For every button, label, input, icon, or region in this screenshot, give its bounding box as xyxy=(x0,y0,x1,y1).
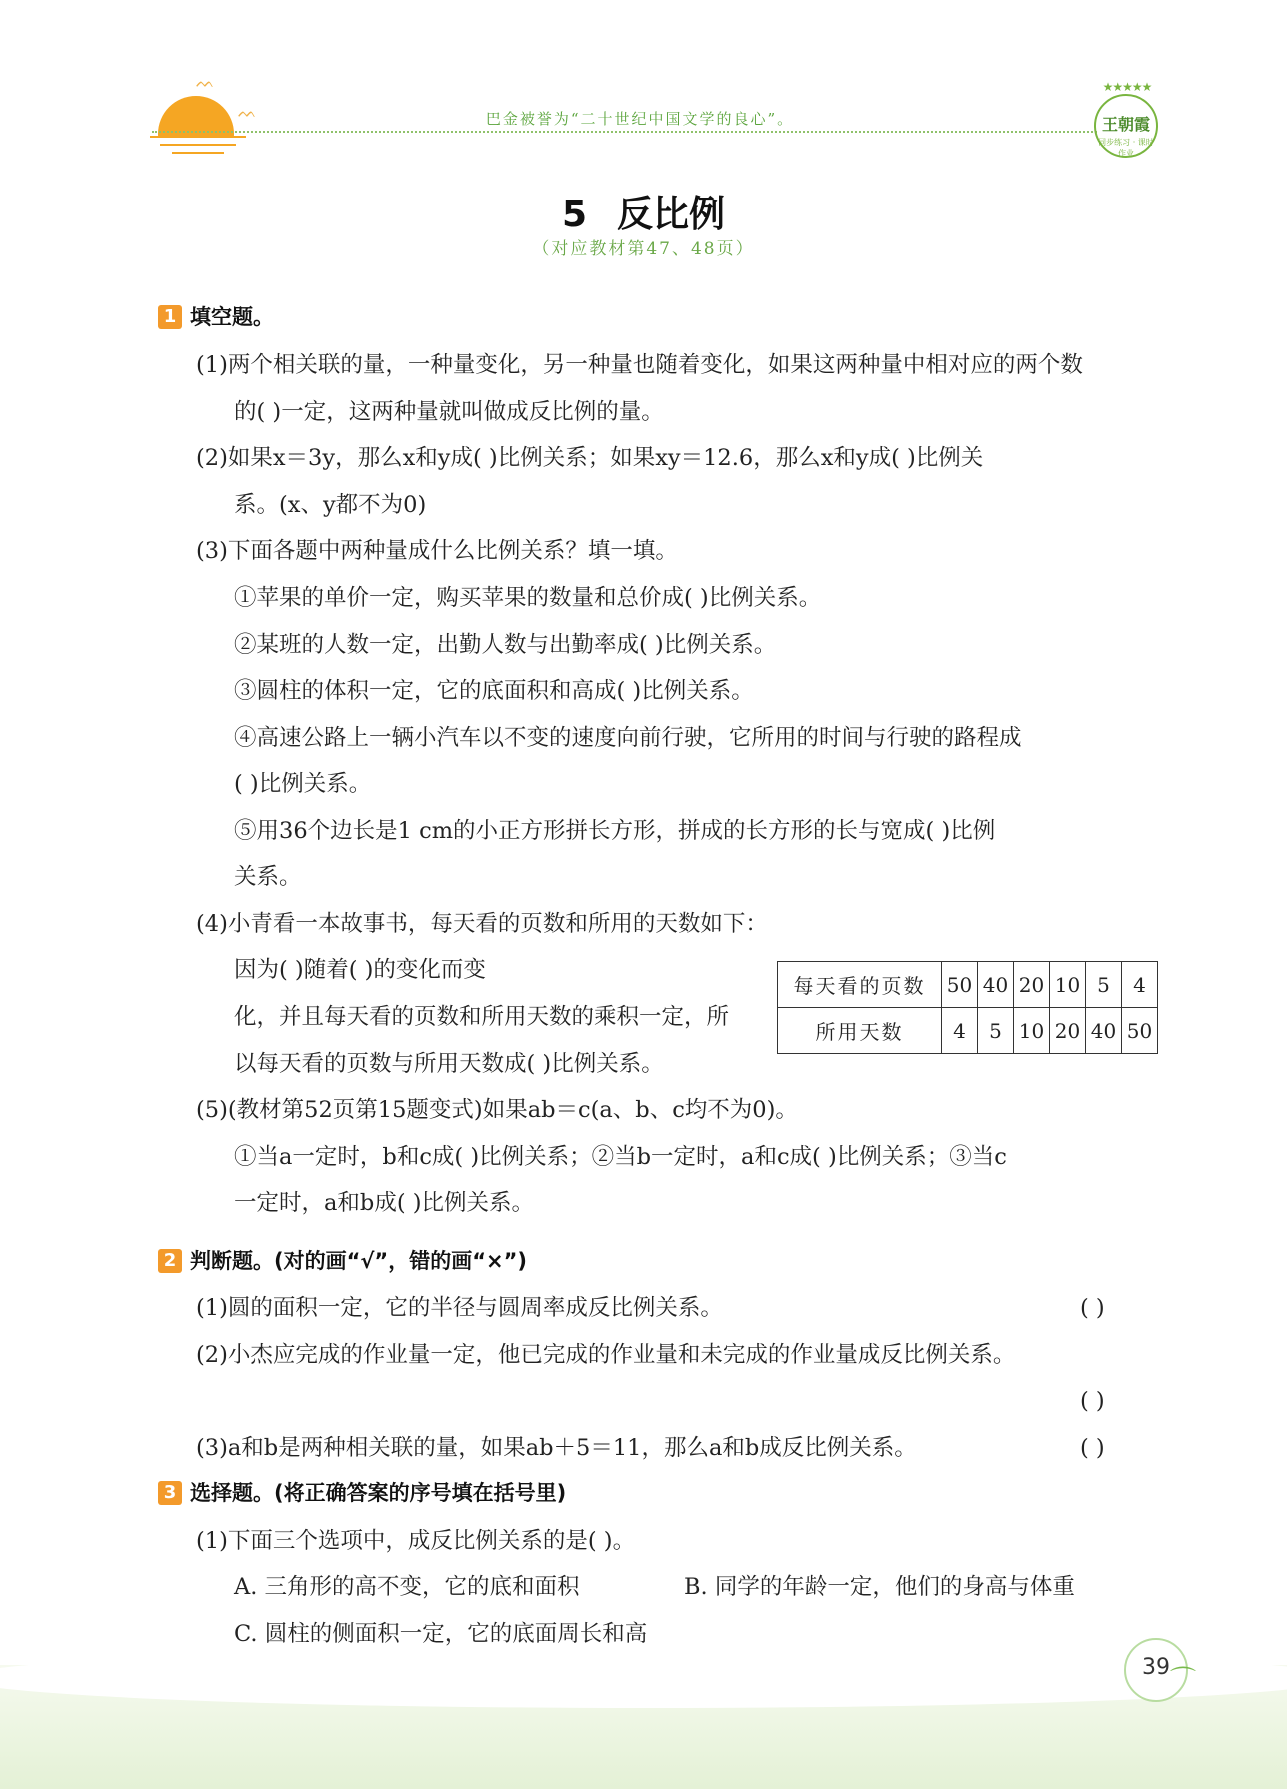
table-row xyxy=(778,962,1158,1008)
question-line: 以每天看的页数与所用天数成( )比例关系。 xyxy=(234,1051,664,1077)
question-line: (5)(教材第52页第15题变式)如果ab＝c(a、b、c均不为0)。 xyxy=(196,1097,798,1123)
section-title: 选择题。(将正确答案的序号填在括号里) xyxy=(190,1481,567,1505)
table-row-header: 所用天数 xyxy=(778,1008,942,1054)
section-title: 填空题。 xyxy=(190,305,274,329)
question-line: (2)如果x＝3y，那么x和y成( )比例关系；如果xy＝12.6，那么x和y成( )比例关 xyxy=(196,445,984,471)
brand-badge xyxy=(1090,80,1164,164)
table-cell: 5 xyxy=(978,1008,1014,1054)
section-number-badge: 2 xyxy=(158,1249,182,1273)
lesson-title: 反比例 xyxy=(617,194,726,235)
question-line: 系。(x、y都不为0) xyxy=(234,492,427,518)
page-title xyxy=(0,186,1287,237)
bird-icon: ᨓ xyxy=(196,72,216,91)
table-cell: 10 xyxy=(1050,962,1086,1008)
section-multiple-choice xyxy=(158,1478,566,1508)
table-cell: 50 xyxy=(1122,1008,1158,1054)
question-line: 一定时，a和b成( )比例关系。 xyxy=(234,1190,535,1216)
table-row xyxy=(778,1008,1158,1054)
dolphin-icon: ⌒ xyxy=(1170,1666,1197,1696)
footer-wave xyxy=(0,1648,1287,1708)
section-fill-blank xyxy=(158,302,274,332)
question-line: 化，并且每天看的页数和所用天数的乘积一定，所 xyxy=(234,1004,730,1030)
answer-paren[interactable]: ( ) xyxy=(1080,1388,1105,1414)
question-line: (3)a和b是两种相关联的量，如果ab＋5＝11，那么a和b成反比例关系。 xyxy=(196,1435,917,1461)
table-cell: 20 xyxy=(1014,962,1050,1008)
choice-option-b: B. 同学的年龄一定，他们的身高与体重 xyxy=(684,1574,1075,1600)
question-line: ①苹果的单价一定，购买苹果的数量和总价成( )比例关系。 xyxy=(234,585,822,611)
table-row-header: 每天看的页数 xyxy=(778,962,942,1008)
question-line: (1)下面三个选项中，成反比例关系的是( )。 xyxy=(196,1528,636,1554)
table-cell: 40 xyxy=(978,962,1014,1008)
table-cell: 4 xyxy=(1122,962,1158,1008)
choice-option-a: A. 三角形的高不变，它的底和面积 xyxy=(234,1574,580,1600)
section-true-false xyxy=(158,1246,527,1276)
textbook-reference: （对应教材第47、48页） xyxy=(532,239,755,259)
question-line: (3)下面各题中两种量成什么比例关系？填一填。 xyxy=(196,538,678,564)
question-line: ④高速公路上一辆小汽车以不变的速度向前行驶，它所用的时间与行驶的路程成 xyxy=(234,725,1022,751)
table-cell: 4 xyxy=(942,1008,978,1054)
question-line: ①当a一定时，b和c成( )比例关系；②当b一定时，a和c成( )比例关系；③当c xyxy=(234,1144,1007,1170)
question-line: ③圆柱的体积一定，它的底面积和高成( )比例关系。 xyxy=(234,678,754,704)
answer-paren[interactable]: ( ) xyxy=(1080,1435,1105,1461)
question-line: (4)小青看一本故事书，每天看的页数和所用的天数如下： xyxy=(196,911,768,937)
question-line: (2)小杰应完成的作业量一定，他已完成的作业量和未完成的作业量成反比例关系。 xyxy=(196,1342,1016,1368)
table-cell: 20 xyxy=(1050,1008,1086,1054)
lesson-number: 5 xyxy=(561,194,588,235)
header-quote: 巴金被誉为“二十世纪中国文学的良心”。 xyxy=(485,110,795,128)
question-line: ②某班的人数一定，出勤人数与出勤率成( )比例关系。 xyxy=(234,632,777,658)
section-title: 判断题。(对的画“√”，错的画“×”) xyxy=(190,1249,528,1273)
answer-paren[interactable]: ( ) xyxy=(1080,1295,1105,1321)
question-line: 因为( )随着( )的变化而变 xyxy=(234,957,486,983)
question-line: 的( )一定，这两种量就叫做成反比例的量。 xyxy=(234,399,664,425)
bird-icon: ᨓ xyxy=(238,102,258,121)
question-line: (1)圆的面积一定，它的半径与圆周率成反比例关系。 xyxy=(196,1295,723,1321)
table-cell: 50 xyxy=(942,962,978,1008)
reading-table xyxy=(777,961,1158,1054)
section-number-badge: 3 xyxy=(158,1481,182,1505)
table-cell: 10 xyxy=(1014,1008,1050,1054)
section-number-badge: 1 xyxy=(158,305,182,329)
stars-icon: ★★★★★ xyxy=(1102,80,1152,94)
question-line: 关系。 xyxy=(234,864,302,890)
question-line: (1)两个相关联的量，一种量变化，另一种量也随着变化，如果这两种量中相对应的两个数 xyxy=(196,352,1083,378)
table-cell: 5 xyxy=(1086,962,1122,1008)
table-cell: 40 xyxy=(1086,1008,1122,1054)
question-line: ( )比例关系。 xyxy=(234,771,372,797)
brand-subtitle: 同步练习 · 课时作业 xyxy=(1098,138,1154,158)
page-number: 39 xyxy=(1142,1655,1170,1680)
choice-option-c: C. 圆柱的侧面积一定，它的底面周长和高 xyxy=(234,1621,648,1647)
question-line: ⑤用36个边长是1 cm的小正方形拼长方形，拼成的长方形的长与宽成( )比例 xyxy=(234,818,996,844)
header-divider xyxy=(152,131,1097,133)
sun-icon xyxy=(158,96,234,172)
brand-name: 王朝霞 xyxy=(1101,115,1150,134)
sunset-logo xyxy=(150,72,260,158)
